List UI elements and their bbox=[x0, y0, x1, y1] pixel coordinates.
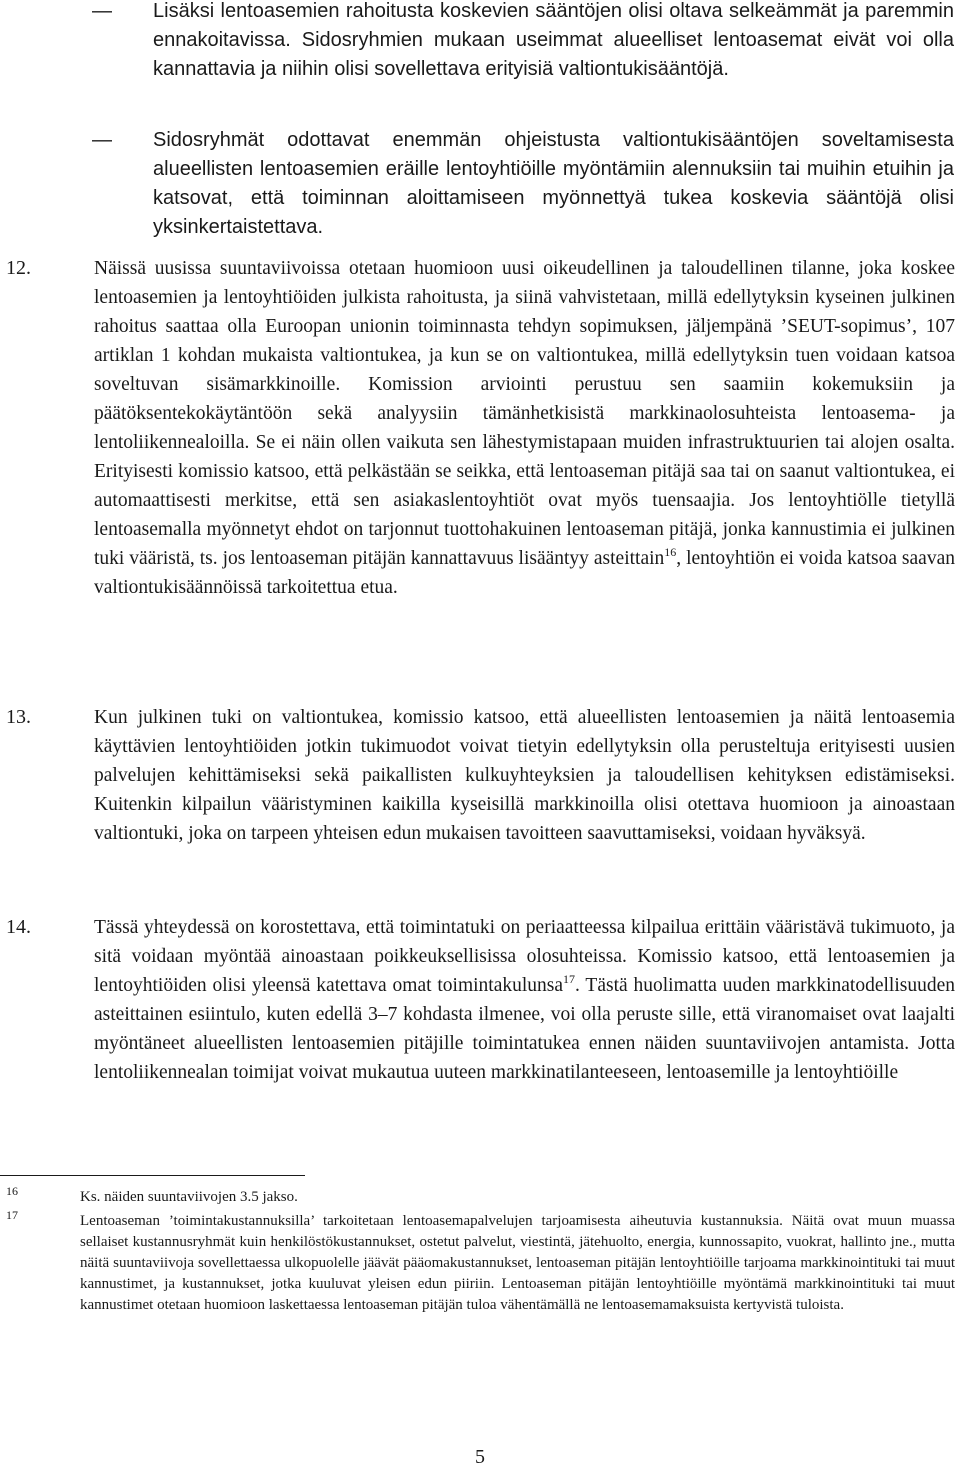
paragraph-13 bbox=[0, 703, 955, 848]
paragraph-text-part: Tässä yhteydessä on korostettava, että toimintatuki on periaatteessa kilpailua erittäin vääristävä tukimuoto, ja sitä voidaan myöntää ainoastaan poikkeuksellisissa olosuhteissa. Komissio katsoo, että lentoasemien ja lentoyhtiöiden olisi yleensä katettava omat toimintakulunsa bbox=[94, 917, 955, 996]
bullet-item-1 bbox=[92, 0, 954, 84]
paragraph-text bbox=[94, 913, 955, 1087]
footnote-number: 16 bbox=[6, 1184, 18, 1198]
footnote-text: Lentoaseman ’toimintakustannuksilla’ tarkoitetaan lentoasemapalvelujen tarjoamisesta aiheutuvia kustannuksia. Näitä ovat muun muassa sellaiset kustannusryhmät kuin henkilöstökustannukset, ostetut palvelut, viestintä, jätehuolto, energia, kunnossapito, vuokrat, hallinto jne., mutta näitä suuntaviivoja sovellettaessa ulkopuolelle jäävät pääomakustannukset, lentoaseman pitäjän lentoyhtiöille tarjoama markkinointituki tai muut kannustimet, ja kustannukset, jotka kuuluvat yleisen edun piiriin. Lentoaseman pitäjän lentoyhtiöille myöntämä markkinointituki tai muut kannustimet otetaan huomioon laskettaessa lentoaseman pitäjän tuloa vähentämällä ne lentoasemamaksuista kertyvistä tuloista. bbox=[80, 1213, 955, 1313]
page-number: 5 bbox=[475, 1446, 485, 1468]
bullet-text: Sidosryhmät odottavat enemmän ohjeistusta valtiontukisääntöjen soveltamisesta alueellisten lentoasemien eräille lentoyhtiöille myöntämiin alennuksiin tai muihin etuihin ja katsovat, että toiminnan aloittamiseen myönnettyä tukea koskevia sääntöjä olisi yksinkertaistettava. bbox=[153, 129, 954, 238]
paragraph-text-part: Näissä uusissa suuntaviivoissa otetaan huomioon uusi oikeudellinen ja taloudellinen tilanne, joka koskee lentoasemien ja lentoyhtiöiden julkista rahoitusta, ja siinä vahvistetaan, millä edellytyksin kyseinen julkinen rahoitus saattaa olla Euroopan unionin toiminnasta tehdyn sopimuksen, jäljempänä ’SEUT-sopimus’, 107 artiklan 1 kohdan mukaista valtiontukea, ja kun se on valtiontukea, millä edellytyksin tuen voidaan katsoa soveltuvan sisämarkkinoille. Komission arviointi perustuu sen saamiin kokemuksiin ja päätöksentekokäytäntöön sekä analyysiin tämänhetkisistä markkinaolosuhteista lentoasema- ja lentoliikennealoilla. Se ei näin ollen vaikuta sen lähestymistapaan muiden infrastruktuurien tai alojen osalta. Erityisesti komissio katsoo, että pelkästään se seikka, että lentoaseman pitäjä saa tai on saanut valtiontukea, ei automaattisesti merkitse, että sen asiakaslentoyhtiöt ovat myös tuensaajia. Jos lentoyhtiölle tietyllä lentoasemalla myönnetyt ehdot on tarjonnut tuottohakuinen lentoaseman pitäjä, jonka kannustimia ei julkinen tuki vääristä, ts. jos lentoaseman pitäjän kannattavuus lisääntyy asteittain bbox=[94, 258, 955, 569]
paragraph-text-part: Kun julkinen tuki on valtiontukea, komissio katsoo, että alueellisten lentoasemien ja näitä lentoasemia käyttävien lentoyhtiöiden jotkin tukimuodot voivat tietyin edellytyksin olla perusteltuja erityisesti uusien palvelujen kehittämiseksi sekä paikallisten kulkuyhteyksien ja taloudellisen kehityksen edistämiseksi. Kuitenkin kilpailun vääristyminen kaikilla kyseisillä markkinoilla olisi otettava huomioon ja ainoastaan valtiontuki, joka on tarpeen yhteisen edun mukaisen tavoitteen saavuttamiseksi, voidaan hyväksyä. bbox=[94, 707, 955, 844]
paragraph-text bbox=[94, 254, 955, 602]
paragraph-number: 13. bbox=[6, 706, 31, 728]
dash-marker: — bbox=[92, 129, 112, 151]
paragraph-text-part: , lentoyhtiön ei voida katsoa saavan valtiontukisäännöissä tarkoitettua etua. bbox=[94, 548, 955, 598]
footnote-text: Ks. näiden suuntaviivojen 3.5 jakso. bbox=[80, 1189, 298, 1205]
footnote-number: 17 bbox=[6, 1208, 18, 1222]
dash-marker: — bbox=[92, 0, 112, 22]
bullet-text: Lisäksi lentoasemien rahoitusta koskevien sääntöjen olisi oltava selkeämmät ja paremmin ennakoitavissa. Sidosryhmien mukaan useimmat alueelliset lentoasemat eivät voi olla kannattavia ja niihin olisi sovellettava erityisiä valtiontukisääntöjä. bbox=[153, 0, 954, 80]
bullet-item-2 bbox=[92, 126, 954, 242]
paragraph-number: 14. bbox=[6, 916, 31, 938]
paragraph-text-part: . Tästä huolimatta uuden markkinatodellisuuden asteittainen esiintulo, kuten edellä 3–7 kohdasta ilmenee, voi olla peruste sille, että viranomaiset ovat laajalti myöntäneet alueellisten lentoasemien pitäjille toimintatukea ennen näiden suuntaviivojen antamista. Jotta lentoliikennealan toimijat voivat mukautua uuteen markkinatilanteeseen, lentoasemille ja lentoyhtiöille bbox=[94, 975, 956, 1083]
footnote-ref: 16 bbox=[664, 545, 677, 559]
paragraph-12 bbox=[0, 254, 955, 602]
paragraph-number: 12. bbox=[6, 257, 31, 279]
paragraph-text bbox=[94, 703, 955, 848]
footnote-separator bbox=[0, 1175, 305, 1176]
paragraph-14 bbox=[0, 913, 955, 1087]
footnote-ref: 17 bbox=[563, 972, 576, 986]
